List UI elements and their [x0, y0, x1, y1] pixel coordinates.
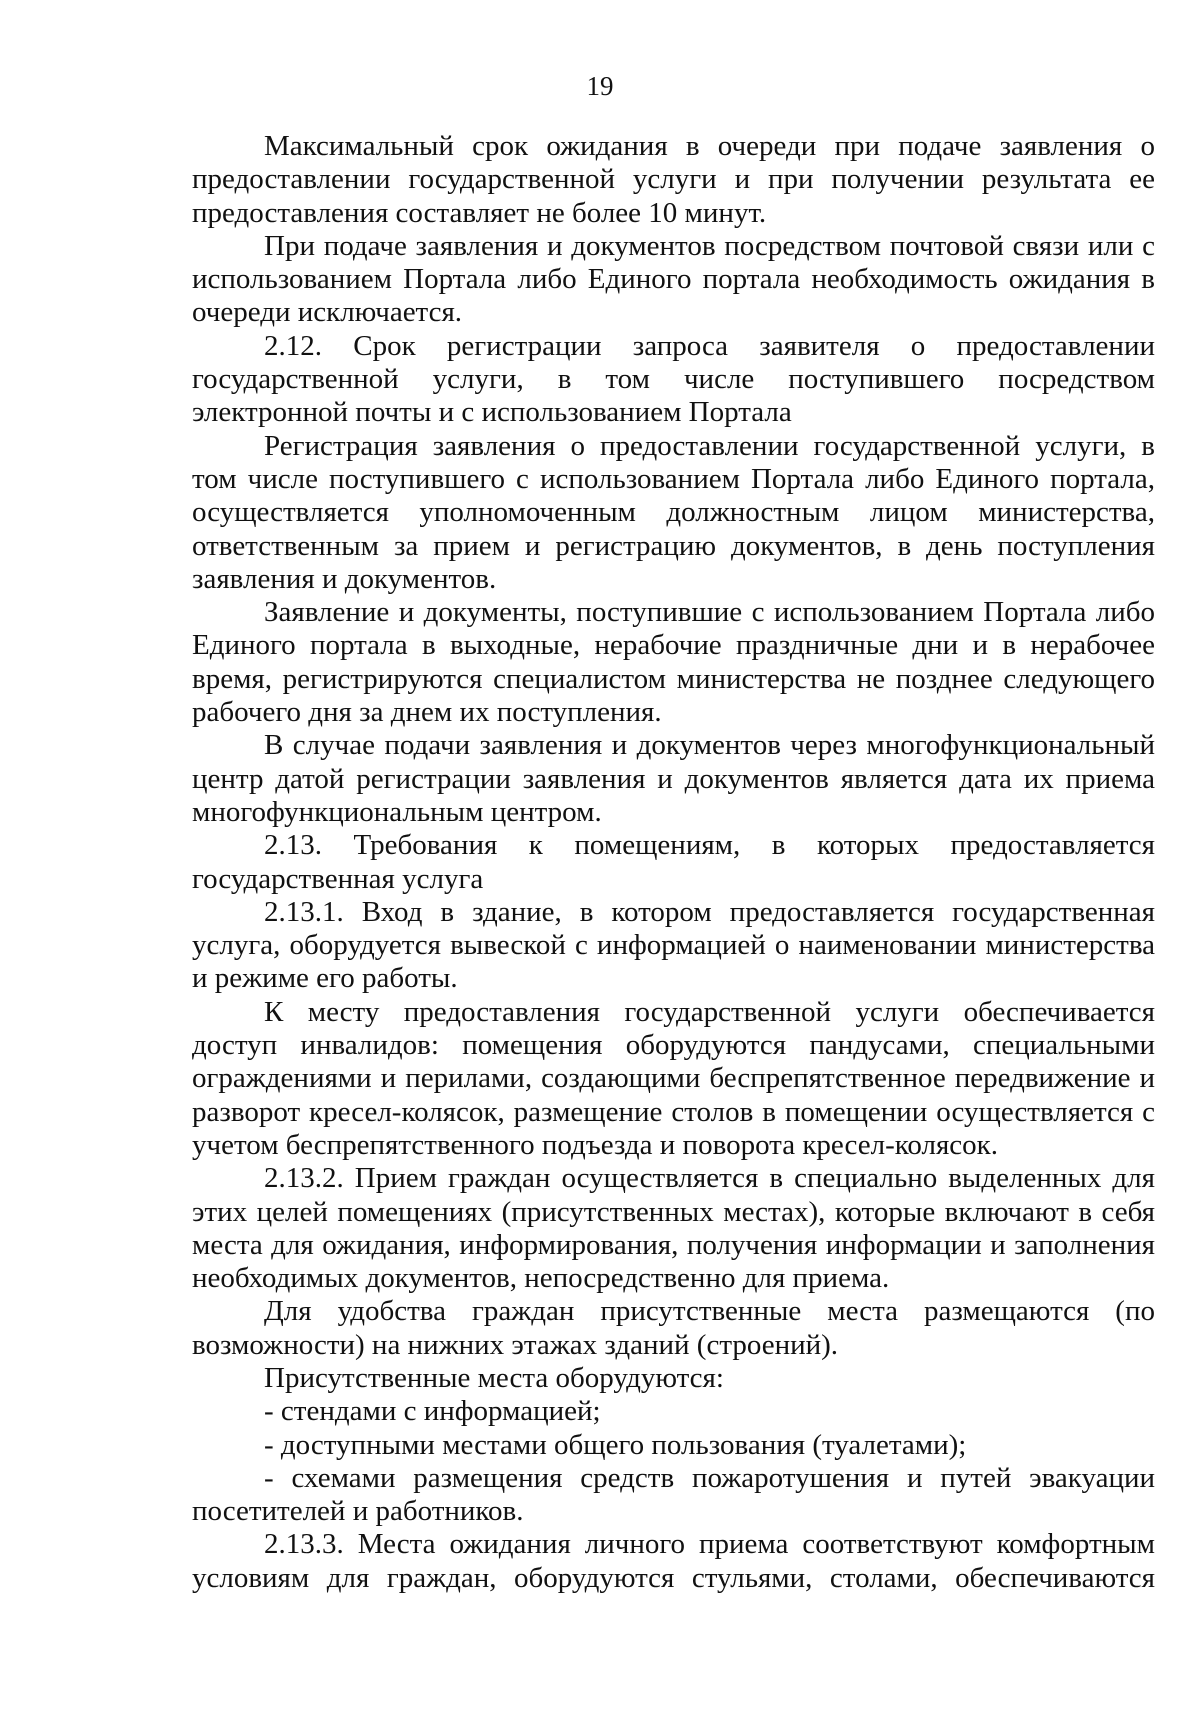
document-body [192, 130, 1155, 1595]
paragraph-accessibility: К месту предоставления государственной услуги обеспечивается доступ инвалидов: помещения оборудуются пандусами, специальными ограждениями и перилами, создающими беспрепятственное передвижение и разворот кресел-колясок, размещение столов в помещении осуществляется с учетом беспрепятственного подъезда и поворота кресел-колясок. [192, 995, 1155, 1161]
paragraph-lower-floors: Для удобства граждан присутственные места размещаются (по возможности) на нижних этажах зданий (строений). [192, 1295, 1155, 1361]
list-item-restrooms: - доступными местами общего пользования (туалетами); [264, 1428, 967, 1461]
list-item-info-stands: - стендами с информацией; [264, 1395, 601, 1428]
paragraph-registration: Регистрация заявления о предоставлении государственной услуги, в том числе поступившего с использованием Портала либо Единого портала, осуществляется уполномоченным должностным лицом министерства, ответственным за прием и регистрацию документов, в день поступления заявления и документов. [192, 429, 1155, 595]
paragraph-2-13-2: 2.13.2. Прием граждан осуществляется в специально выделенных для этих целей помещениях (присутственных местах), которые включают в себя места для ожидания, информирования, получения информации и заполнения необходимых документов, непосредственно для приема. [192, 1162, 1155, 1295]
paragraph-postal-submission: При подаче заявления и документов посредством почтовой связи или с использованием Портала либо Единого портала необходимость ожидания в очереди исключается. [192, 229, 1155, 329]
page-number: 19 [586, 71, 614, 101]
list-item-evacuation-plans: - схемами размещения средств пожаротушения и путей эвакуации посетителей и работников. [192, 1461, 1155, 1528]
paragraph-2-13-3: 2.13.3. Места ожидания личного приема соответствуют комфортным условиям для граждан, оборудуются стульями, столами, обеспечиваются [192, 1528, 1155, 1594]
paragraph-wait-time: Максимальный срок ожидания в очереди при подаче заявления о предоставлении государственной услуги и при получении результата ее предоставления составляет не более 10 минут. [192, 130, 1155, 229]
paragraph-equipment-intro: Присутственные места оборудуются: [264, 1361, 724, 1394]
section-heading-2-12: 2.12. Срок регистрации запроса заявителя о предоставлении государственной услуги, в том числе поступившего посредством электронной почты и с использованием Портала [192, 329, 1155, 429]
paragraph-2-13-1: 2.13.1. Вход в здание, в котором предоставляется государственная услуга, оборудуется вывеской с информацией о наименовании министерства и режиме его работы. [192, 895, 1155, 995]
section-heading-2-13: 2.13. Требования к помещениям, в которых предоставляется государственная услуга [192, 829, 1155, 895]
paragraph-mfc-registration: В случае подачи заявления и документов через многофункциональный центр датой регистрации заявления и документов является дата их приема многофункциональным центром. [192, 729, 1155, 828]
paragraph-holiday-registration: Заявление и документы, поступившие с использованием Портала либо Единого портала в выходные, нерабочие праздничные дни и в нерабочее время, регистрируются специалистом министерства не позднее следующего рабочего дня за днем их поступления. [192, 596, 1155, 729]
